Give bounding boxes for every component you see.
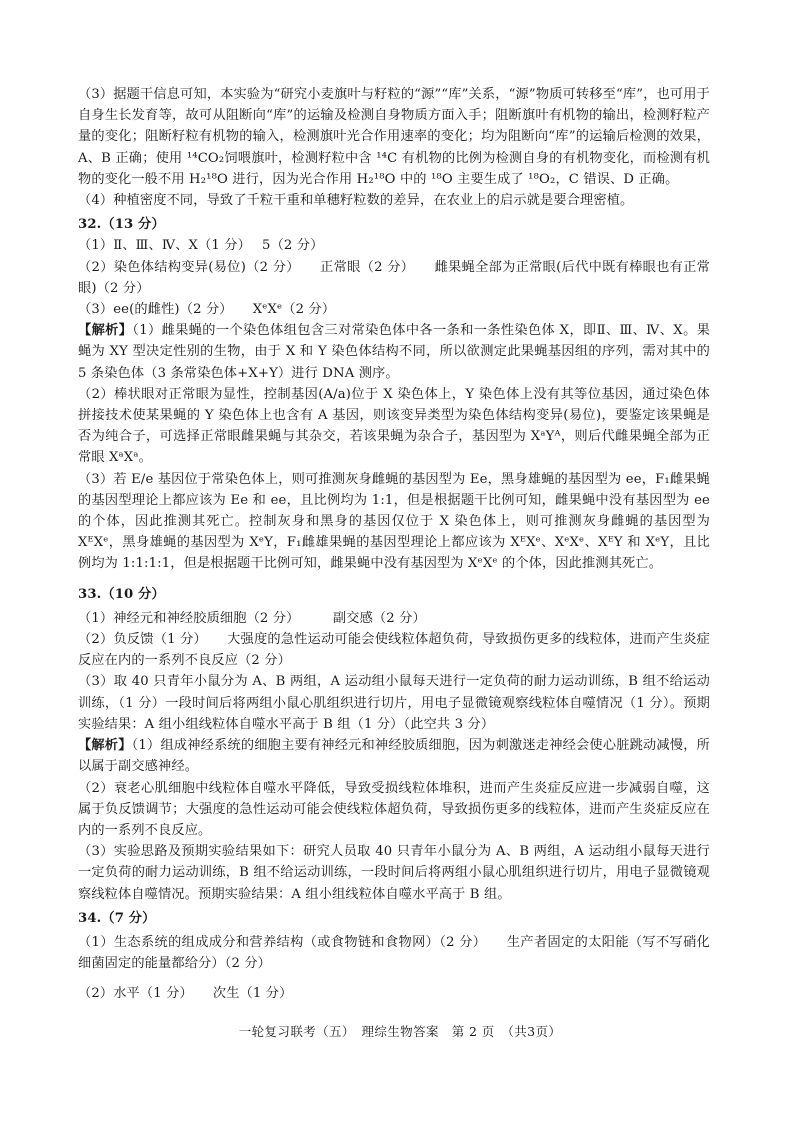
analysis-33-3: （3）实验思路及预期实验结果如下：研究人员取 40 只青年小鼠分为 A、B 两组，A 运动组小鼠每天进行一定负荷的耐力运动训练，B 组不给运动训练，一段时间后将两组小鼠心肌组织进行切片，用电子显微镜观察线粒体自噬情况。预期实验结果：A 组小组线粒体自噬水平高于 B 组。 <box>78 844 710 902</box>
analysis-32-1 <box>78 320 710 384</box>
answer-33-1: （1）神经元和神经胶质细胞（2 分） 副交感（2 分） <box>78 610 426 626</box>
answer-34-2: （2）水平（1 分） 次生（1 分） <box>78 986 293 1002</box>
answer-32-2: （2）染色体结构变异(易位)（2 分） 正常眼（2 分） 雌果蝇全部为正常眼(后代中既有棒眼也有正常眼)（2 分） <box>78 259 710 296</box>
analysis-tag: 【解析】 <box>78 323 133 339</box>
question-32-heading: 32.（13 分） <box>78 217 165 233</box>
analysis-32-3: （3）若 E/e 基因位于常染色体上，则可推测灰身雌蝇的基因型为 Ee，黑身雄蝇的基因型为 ee，F₁雌果蝇的基因型理论上都应该为 Ee 和 ee，且比例均为 1:1，但是根据题干比例可知，雌果蝇中没有基因型为 ee 的个体，因此推测其死亡。控制灰身和黑身的基因仅位于 X 染色体上，则可推测灰身雌蝇的基因型为 XᴱXᵉ，黑身雄蝇的基因型为 XᵉY，F₁雌雄果蝇的基因型理论上都应该为 XᴱXᵉ、XᵉXᵉ、XᴱY 和 XᵉY，且比例均为 1:1:1:1，但是根据题干比例可知，雌果蝇中没有基因型为 XᵉXᵉ 的个体，因此推测其死亡。 <box>78 471 710 572</box>
analysis-text: （1）组成神经系统的细胞主要有神经元和神经胶质细胞，因为刺激迷走神经会使心脏跳动减慢，所以属于副交感神经。 <box>78 738 710 775</box>
page-footer: 一轮复习联考（五） 理综生物答案 第 2 页 （共3页） <box>238 1024 562 1039</box>
analysis-33-2: （2）衰老心肌细胞中线粒体自噬水平降低，导致受损线粒体堆积，进而产生炎症反应进一步减弱自噬，这属于负反馈调节；大强度的急性运动可能会使线粒体超负荷，导致损伤更多的线粒体，进而产生炎症反应在内的一系列不良反应。 <box>78 780 710 838</box>
answer-34-1: （1）生态系统的组成成分和营养结构（或食物链和食物网）（2 分） 生产者固定的太阳能（写不写硝化细菌固定的能量都给分）（2 分） <box>78 934 710 972</box>
analysis-tag: 【解析】 <box>78 738 132 754</box>
question-33-heading: 33.（10 分） <box>78 586 165 602</box>
analysis-text: （1）雌果蝇的一个染色体组包含三对常染色体中各一条和一条性染色体 X，即Ⅱ、Ⅲ、Ⅳ、X。果蝇为 XY 型决定性别的生物，由于 X 和 Y 染色体结构不同，所以欲测定此果蝇基因组的序列，需对其中的 5 条染色体（3 条常染色体+X+Y）进行 DNA 测序。 <box>78 323 710 381</box>
analysis-33-1 <box>78 735 710 777</box>
answer-32-1: （1）Ⅱ、Ⅲ、Ⅳ、X（1 分） 5（2 分） <box>78 238 324 254</box>
analysis-32-2: （2）棒状眼对正常眼为显性，控制基因(A/a)位于 X 染色体上，Y 染色体上没有其等位基因，通过染色体拼接技术使某果蝇的 Y 染色体上也含有 A 基因，则该变异类型为染色体结构变异(易位)，要鉴定该果蝇是否为纯合子，可选择正常眼雌果蝇与其杂交，若该果蝇为杂合子，基因型为 XᵃYᴬ，则后代雌果蝇全部为正常眼 XᵃXᵃ。 <box>78 386 710 466</box>
paragraph-31-3: （3）据题干信息可知，本实验为“研究小麦旗叶与籽粒的“源”“库”关系，“源”物质可转移至“库”，也可用于自身生长发育等，故可从阻断向“库”的运输及检测自身物质方面入手；阻断旗叶有机物的输出，检测籽粒产量的变化；阻断籽粒有机物的输入，检测旗叶光合作用速率的变化；均为阻断向“库”的运输后检测的效果，A、B 正确；使用 ¹⁴CO₂饲喂旗叶，检测籽粒中含 ¹⁴C 有机物的比例为检测自身的有机物变化，而检测有机物的变化一般不用 H₂¹⁸O 进行，因为光合作用 H₂¹⁸O 中的 ¹⁸O 主要生成了 ¹⁸O₂，C 错误、D 正确。 <box>78 87 710 187</box>
answer-32-3: （3）ee(的雌性)（2 分） XᵉXᵉ（2 分） <box>78 302 336 318</box>
paragraph-31-4: （4）种植密度不同，导致了千粒干重和单穗籽粒数的差异，在农业上的启示就是要合理密植。 <box>78 193 634 209</box>
question-34-heading: 34.（7 分） <box>78 910 156 926</box>
answer-33-2: （2）负反馈（1 分） 大强度的急性运动可能会使线粒体超负荷，导致损伤更多的线粒体，进而产生炎症反应在内的一系列不良反应（2 分） <box>78 632 710 669</box>
answer-33-3: （3）取 40 只青年小鼠分为 A、B 两组，A 运动组小鼠每天进行一定负荷的耐力运动训练，B 组不给运动训练，（1 分）一段时间后将两组小鼠心肌组织进行切片，用电子显微镜观察线粒体自噬情况（1 分）。预期实验结果：A 组小组线粒体自噬水平高于 B 组（1 分）（此空共 3 分） <box>78 674 710 732</box>
answer-content <box>78 84 710 1005</box>
